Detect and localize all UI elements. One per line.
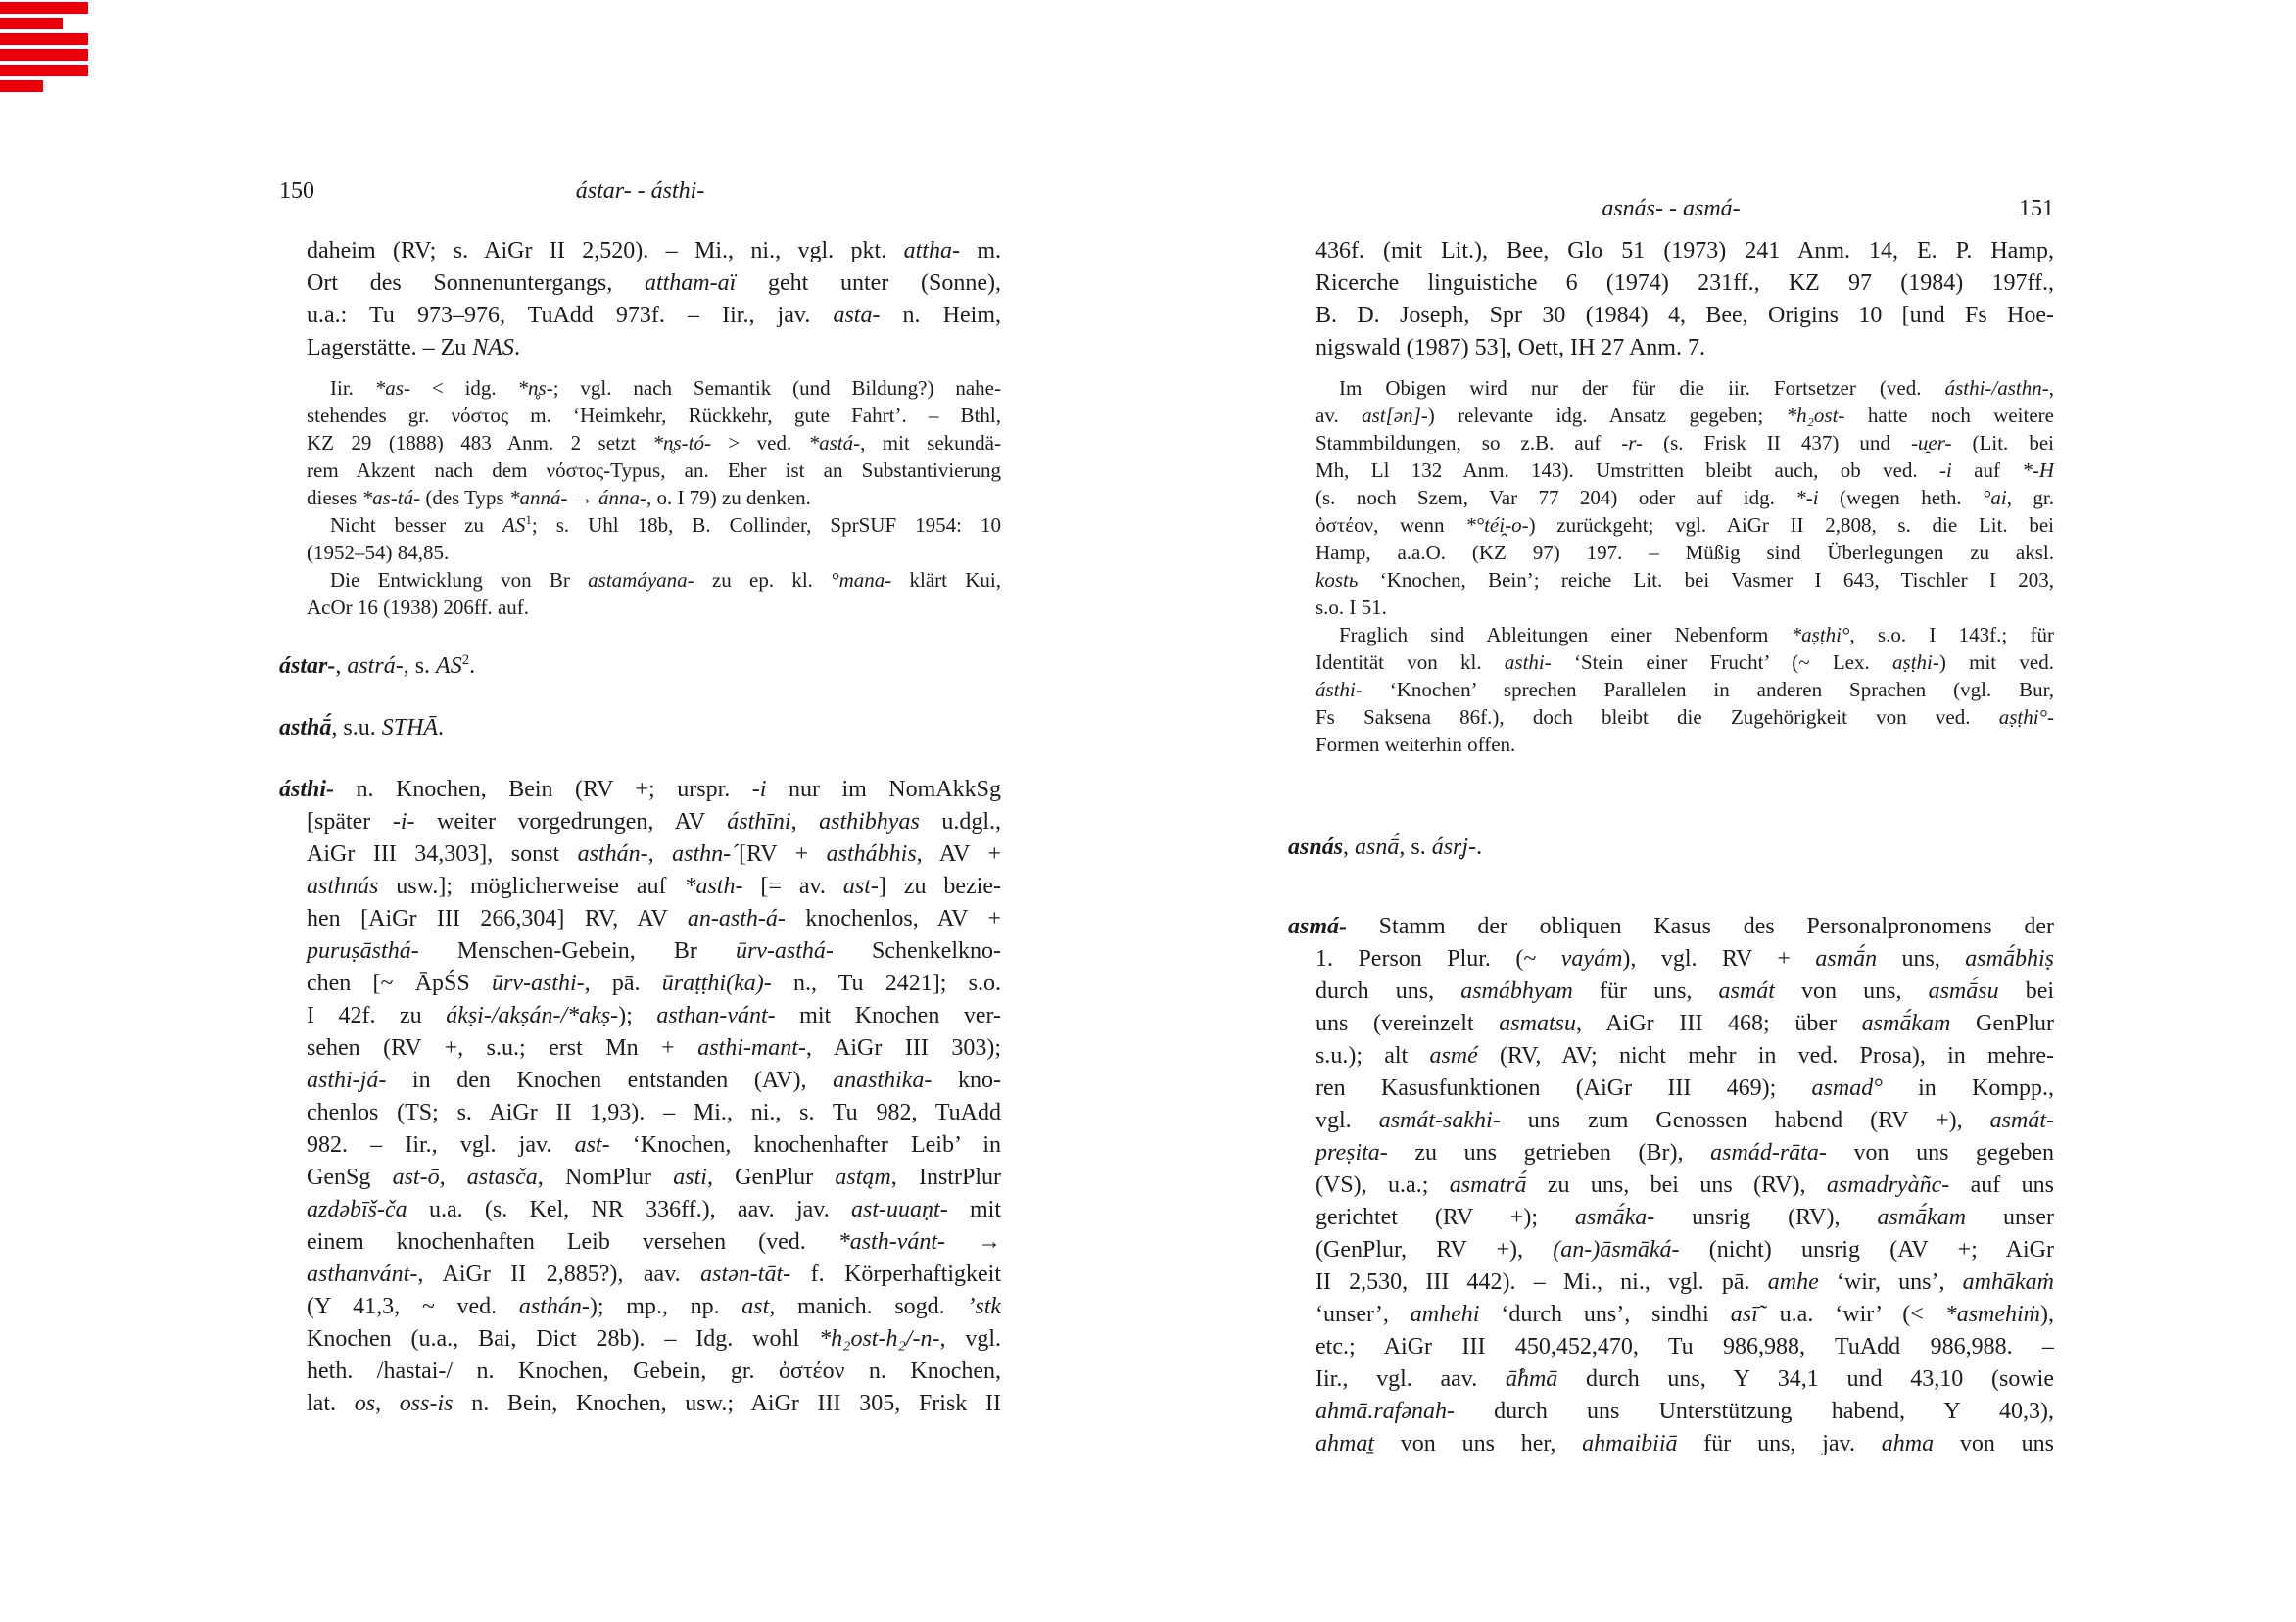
text-line: I 42f. zu ákṣi-/akṣán-/*akṣ-); asthan-vánt- mit Knochen ver- (307, 1003, 1001, 1028)
text-line: Im Obigen wird nur der für die iir. Fortsetzer (ved. ásthi-/asthn-, (1339, 376, 2054, 400)
text-line: lat. os, oss-is n. Bein, Knochen, usw.; AiGr III 305, Frisk II (307, 1391, 1001, 1416)
note (1288, 374, 2054, 621)
text-line: s.o. I 51. (1315, 596, 1387, 619)
text-line: puruṣāsthá- Menschen-Gebein, Br ūrv-asthá- Schenkelkno- (307, 938, 1001, 964)
text-line: ásthi- ‘Knochen’ sprechen Parallelen in anderen Sprachen (vgl. Bur, (1315, 678, 2054, 701)
text-line: einem knochenhaften Leib versehen (ved. *asth-vánt- → (307, 1229, 1001, 1255)
text-line: Lagerstätte. – Zu NAS. (307, 335, 520, 360)
text-line: Hamp, a.a.O. (KZ 97) 197. – Müßig sind Überlegungen zu aksl. (1315, 541, 2054, 564)
page-number: 150 (279, 178, 314, 204)
text-line: (GenPlur, RV +), (an-)āsmāká- (nicht) unsrig (AV +; AiGr (1315, 1237, 2054, 1263)
text-line: Iir., vgl. aav. ā̊hmā durch uns, Y 34,1 und 43,10 (sowie (1315, 1366, 2054, 1392)
note (279, 511, 1001, 566)
text-line: (1952–54) 84,85. (307, 541, 450, 564)
redaction-mark (0, 65, 88, 76)
entry (1288, 911, 2054, 1460)
page-left (279, 174, 1001, 1420)
text-line: Nicht besser zu $AS^1$; s. Uhl 18b, B. Collinder, SprSUF 1954: 10 (330, 512, 1001, 537)
text-line: stehendes gr. νόστος m. ‘Heimkehr, Rückkehr, gute Fahrt’. – Bthl, (307, 404, 1001, 427)
text-line: II 2,530, III 442). – Mi., ni., vgl. pā. amhe ‘wir, uns’, amhākaṁ (1315, 1269, 2054, 1295)
text-line: chenlos (TS; s. AiGr II 1,93). – Mi., ni., s. Tu 982, TuAdd (307, 1100, 1001, 1125)
text-line: daheim (RV; s. AiGr II 2,520). – Mi., ni., vgl. pkt. attha- m. (307, 238, 1001, 263)
page-left-header (279, 174, 1001, 208)
page-right-header (1288, 192, 2054, 225)
text-line: (Y 41,3, ~ ved. asthán-); mp., np. ast, manich. sogd. ʼstk (307, 1294, 1001, 1319)
text-line: Ort des Sonnenuntergangs, attham-aï geht unter (Sonne), (307, 270, 1001, 296)
text-line: Iir. *as- < idg. *n̥s-; vgl. nach Semantik (und Bildung?) nahe- (330, 376, 1001, 400)
text-line: Ricerche linguistiche 6 (1974) 231ff., KZ 97 (1984) 197ff., (1315, 270, 2054, 296)
redaction-mark (0, 2, 88, 14)
text-line: asthnás usw.]; möglicherweise auf *asth- [= av. ast-] zu bezie- (307, 874, 1001, 899)
text-line: 1. Person Plur. (~ vayám), vgl. RV + asmā́n uns, asmā́bhiṣ (1315, 946, 2054, 972)
redaction-mark (0, 80, 43, 92)
text-line: Fs Saksena 86f.), doch bleibt die Zugehörigkeit von ved. aṣṭhi°- (1315, 705, 2054, 729)
text-line: (s. noch Szem, Var 77 204) oder auf idg. *-i (wegen heth. °ai, gr. (1315, 486, 2054, 509)
running-title: ástar- - ásthi- (575, 178, 705, 204)
text-line: Die Entwicklung von Br astamáyana- zu ep. kl. °mana- klärt Kui, (330, 568, 1001, 592)
text-line: chen [~ ĀpŚS ūrv-asthi-, pā. ūraṭṭhi(ka)- n., Tu 2421]; s.o. (307, 971, 1001, 996)
note (279, 566, 1001, 621)
text-line: vgl. asmát-sakhi- uns zum Genossen habend (RV +), asmát- (1315, 1108, 2054, 1133)
text-line: asmá- Stamm der obliquen Kasus des Personalpronomens der (1288, 914, 2054, 939)
text-line: s.u.); alt asmé (RV, AV; nicht mehr in ved. Prosa), in mehre- (1315, 1043, 2054, 1069)
text-line: Knochen (u.a., Bai, Dict 28b). – Idg. wohl *h₂ost-h₂/-n-, vgl. (307, 1326, 1001, 1352)
text-line: ‘unser’, amhehi ‘durch uns’, sindhi asī̃ u.a. ‘wir’ (< *asmehiṁ), (1315, 1302, 2054, 1327)
text-line: [später -i- weiter vorgedrungen, AV ásthīni, asthibhyas u.dgl., (307, 809, 1001, 835)
entry (1288, 832, 2054, 864)
page-number: 151 (2019, 196, 2054, 221)
redaction-mark (0, 49, 88, 61)
text-line: asthi-já- in den Knochen entstanden (AV), anasthika- kno- (307, 1068, 1001, 1093)
text-line: ásthi- n. Knochen, Bein (RV +; urspr. -i nur im NomAkkSg (279, 777, 1001, 802)
text-line: ástar-, astrá-, s. $AS^2$. (279, 652, 476, 679)
text-line: gerichtet (RV +); asmā́ka- unsrig (RV), asmā́kam unser (1315, 1205, 2054, 1230)
text-line: azdəbīš-ča u.a. (s. Kel, NR 336ff.), aav. jav. ast-uuaṇt- mit (307, 1197, 1001, 1222)
text-line: Stammbildungen, so z.B. auf -r- (s. Frisk II 437) und -u̯er- (Lit. bei (1315, 431, 2054, 454)
text-line: durch uns, asmábhyam für uns, asmát von uns, asmā́su bei (1315, 978, 2054, 1004)
text-line: AcOr 16 (1938) 206ff. auf. (307, 596, 530, 619)
text-line: preṣita- zu uns getrieben (Br), asmád-rāta- von uns gegeben (1315, 1140, 2054, 1166)
text-line: Identität von kl. asthi- ‘Stein einer Frucht’ (~ Lex. aṣṭhi-) mit ved. (1315, 650, 2054, 674)
text-line: rem Akzent nach dem νόστος-Typus, an. Eher ist an Substantivierung (307, 458, 1001, 482)
page-right-body (1288, 235, 2054, 1460)
text-line: u.a.: Tu 973–976, TuAdd 973f. – Iir., jav. asta- n. Heim, (307, 303, 1001, 328)
text-line: KZ 29 (1888) 483 Anm. 2 setzt *n̥s-tó- > ved. *astá-, mit sekundä- (307, 431, 1001, 454)
text-line: ren Kasusfunktionen (AiGr III 469); asmad° in Kompp., (1315, 1075, 2054, 1101)
redaction-mark (0, 18, 63, 29)
text-line: Formen weiterhin offen. (1315, 733, 1516, 756)
text-line: ahmā.rafənah- durch uns Unterstützung habend, Y 40,3), (1315, 1399, 2054, 1424)
text-line: 982. – Iir., vgl. jav. ast- ‘Knochen, knochenhafter Leib’ in (307, 1132, 1001, 1158)
page-left-body (279, 235, 1001, 1420)
entry (279, 650, 1001, 683)
text-line: Fraglich sind Ableitungen einer Nebenform *aṣṭhi°, s.o. I 143f.; für (1339, 623, 2054, 646)
text-line: asthā́, s.u. STHĀ. (279, 715, 445, 740)
text-line: etc.; AiGr III 450,452,470, Tu 986,988, TuAdd 986,988. – (1315, 1334, 2054, 1360)
entry (279, 774, 1001, 1420)
text-line: (VS), u.a.; asmatrā́ zu uns, bei uns (RV), asmadryàñc- auf uns (1315, 1172, 2054, 1198)
redaction-marks (0, 2, 88, 92)
text-line: ὀστέον, wenn *°téi̯-o-) zurückgeht; vgl. AiGr II 2,808, s. die Lit. bei (1315, 513, 2054, 537)
entry (279, 712, 1001, 744)
text-line: av. ast[ən]-) relevante idg. Ansatz gegeben; *h₂ost- hatte noch weitere (1315, 404, 2054, 427)
text-line: heth. /hastai-/ n. Knochen, Gebein, gr. ὀστέον n. Knochen, (307, 1359, 1001, 1384)
text-line: Mh, Ll 132 Anm. 143). Umstritten bleibt auch, ob ved. -i auf *-H (1315, 458, 2054, 482)
note (279, 374, 1001, 511)
text-line: GenSg ast-ō, astasča, NomPlur asti, GenPlur astąm, InstrPlur (307, 1165, 1001, 1190)
text-line: dieses *as-tá- (des Typs *anná- → ánna-, o. I 79) zu denken. (307, 486, 811, 509)
page-right (1288, 192, 2054, 1460)
text-line: ahmaṯ von uns her, ahmaibiiā für uns, jav. ahma von uns (1315, 1431, 2054, 1456)
text-line: asthanvánt-, AiGr II 2,885?), aav. astən-tāt- f. Körperhaftigkeit (307, 1262, 1001, 1287)
text-line: AiGr III 34,303], sonst asthán-, asthn-´[RV + asthábhis, AV + (307, 841, 1001, 867)
text-line: hen [AiGr III 266,304] RV, AV an-asth-á- knochenlos, AV + (307, 906, 1001, 931)
note (1288, 621, 2054, 758)
redaction-mark (0, 33, 88, 45)
text-line: sehen (RV +, s.u.; erst Mn + asthi-mant-, AiGr III 303); (307, 1035, 1001, 1061)
paragraph (1288, 235, 2054, 364)
text-line: kostь ‘Knochen, Bein’; reiche Lit. bei Vasmer I 643, Tischler I 203, (1315, 568, 2054, 592)
running-title: asnás- - asmá- (1602, 196, 1741, 221)
text-line: uns (vereinzelt asmatsu, AiGr III 468; über asmā́kam GenPlur (1315, 1011, 2054, 1036)
paragraph (279, 235, 1001, 364)
text-line: 436f. (mit Lit.), Bee, Glo 51 (1973) 241 Anm. 14, E. P. Hamp, (1315, 238, 2054, 263)
text-line: B. D. Joseph, Spr 30 (1984) 4, Bee, Origins 10 [und Fs Hoe- (1315, 303, 2054, 328)
text-line: nigswald (1987) 53], Oett, IH 27 Anm. 7. (1315, 335, 1705, 360)
text-line: asnás, asnā́, s. ásr̥j-. (1288, 835, 1483, 860)
